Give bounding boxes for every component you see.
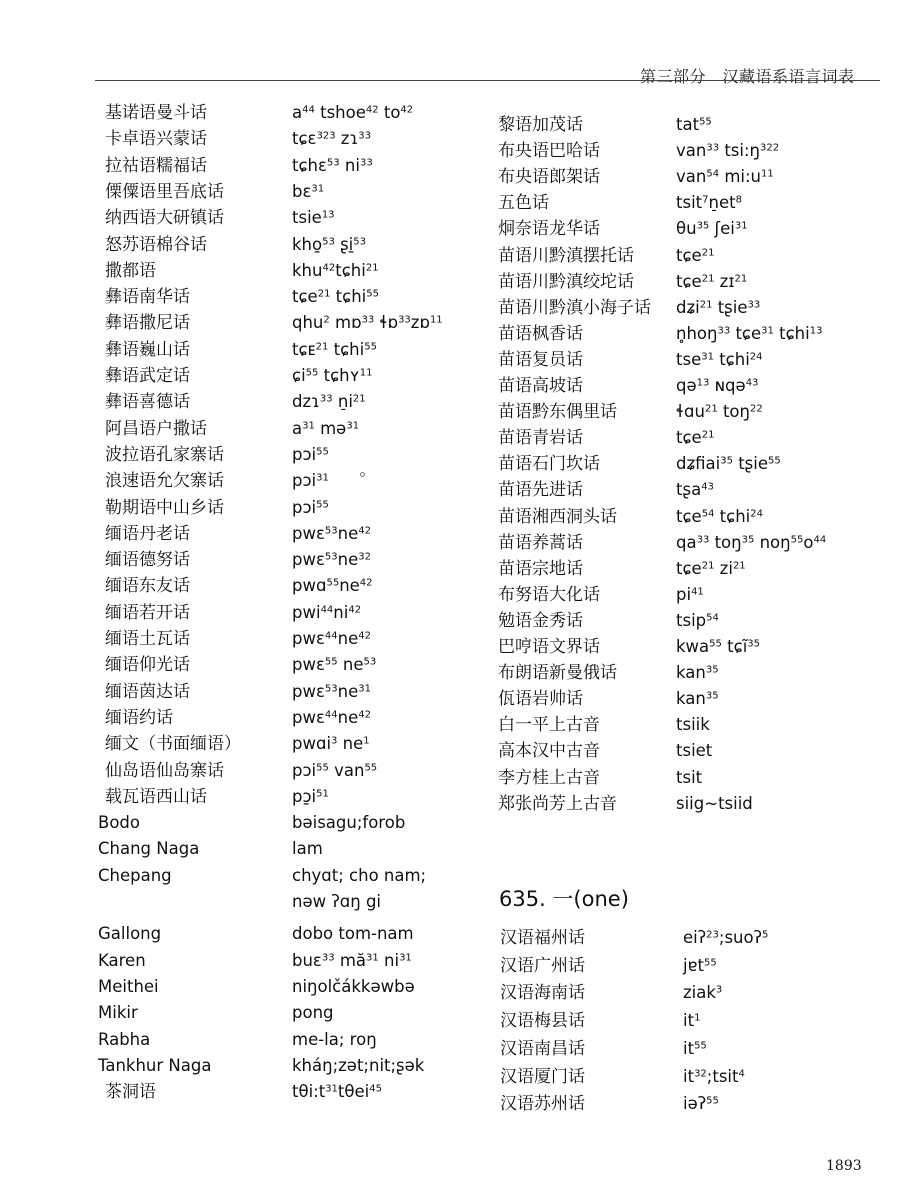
left-entry-name: Chang Naga bbox=[98, 839, 200, 859]
section-entry-name: 汉语梅县话 bbox=[500, 1011, 585, 1032]
left-entry-value: pwɑi$^3$ $ne^1$ bbox=[292, 734, 370, 754]
left-entry-value: pɔi$^{55}$ bbox=[292, 444, 329, 464]
right-entry-name: 苗语宗地话 bbox=[498, 558, 583, 579]
section-entry-name: 汉语厦门话 bbox=[500, 1066, 585, 1087]
right-entry-value: tɕe$^{21}$ bbox=[676, 428, 715, 448]
right-entry-value: tat$^{55}$ bbox=[676, 115, 712, 134]
left-entry-name: 傈僳语里吾底话 bbox=[105, 181, 224, 202]
right-entry-value: n̥hoŋ$^{33}$ tɕe$^{31}$ tɕhi$^{13}$ bbox=[676, 323, 823, 343]
right-entry-name: 苗语高坡话 bbox=[498, 376, 583, 396]
left-entry-value: niŋolčákkəwbə bbox=[292, 976, 415, 996]
right-entry-value: tse$^{31}$ tɕhi$^{24}$ bbox=[676, 349, 763, 369]
right-entry-name: 苗语先进话 bbox=[498, 480, 583, 501]
left-entry-value: bɛ$^{31}$ bbox=[292, 181, 325, 201]
right-entry-value: tsip$^{54}$ bbox=[676, 610, 719, 630]
left-entry-name: 基诺语曼斗话 bbox=[105, 103, 207, 123]
left-entry-name: 仙岛语仙岛寨话 bbox=[105, 760, 224, 781]
section-entry-name: 汉语广州话 bbox=[500, 955, 585, 976]
left-entry-value: $pwɛ^{53}ne^{42}$ bbox=[292, 523, 371, 543]
right-entry-name: 巴哼语文界话 bbox=[498, 637, 600, 657]
left-entry-value: lam bbox=[292, 839, 323, 859]
left-entry-value: qhu$^2$ mɒ$^{33}$ ɬɒ$^{33}$zɒ$^{11}$ bbox=[292, 313, 443, 333]
right-entry-name: 佤语岩帅话 bbox=[498, 689, 583, 710]
right-entry-value: tɕe$^{21}$ bbox=[676, 245, 715, 265]
section-entry-name: 汉语福州话 bbox=[500, 928, 585, 948]
right-entry-name: 郑张尚芳上古音 bbox=[498, 793, 617, 814]
right-entry-name: 黎语加茂话 bbox=[498, 115, 583, 135]
left-entry-value: tɕᴇ$^{21}$ tɕhi$^{55}$ bbox=[292, 339, 377, 359]
right-entry-name: 苗语枫香话 bbox=[498, 323, 583, 344]
left-entry-value: $pwɛ^{53}ne^{31}$ bbox=[292, 681, 371, 701]
left-entry-value: pɔi$^{55}$ bbox=[292, 497, 329, 517]
right-entry-name: 布央语巴哈话 bbox=[498, 141, 600, 162]
left-entry-name: Mikir bbox=[98, 1003, 138, 1023]
left-entry-value: $pwɑ^{55}ne^{42}$ bbox=[292, 576, 373, 596]
left-entry-value: me-la; roŋ bbox=[292, 1029, 377, 1049]
left-entry-value: $a^{31}$ mə$^{31}$ bbox=[292, 418, 360, 438]
left-entry-value: tsie$^{13}$ bbox=[292, 208, 335, 228]
left-entry-value: $t\theta i:t^{31}t\theta ei^{45}$ bbox=[292, 1082, 382, 1102]
left-entry-name: 彝语巍山话 bbox=[105, 339, 190, 360]
left-entry-value: $pwɛ^{44}ne^{42}$ bbox=[292, 707, 371, 727]
right-entry-value: tɕe$^{54}$ tɕhi$^{24}$ bbox=[676, 506, 763, 526]
left-entry-name: Chepang bbox=[98, 865, 172, 885]
left-entry-name: 波拉语孔家寨话 bbox=[105, 444, 224, 465]
right-entry-value: qə$^{13}$ ɴqə$^{43}$ bbox=[676, 376, 759, 395]
left-entry-name: 缅语土瓦话 bbox=[105, 629, 190, 649]
left-entry-name: 缅文（书面缅语） bbox=[105, 734, 241, 755]
right-entry-value: tsit bbox=[676, 767, 703, 787]
left-entry-name: Tankhur Naga bbox=[98, 1055, 212, 1075]
right-entry-name: 苗语石门坎话 bbox=[498, 454, 600, 475]
right-entry-name: 李方桂上古音 bbox=[498, 767, 600, 788]
section-entry-name: 汉语南昌话 bbox=[500, 1038, 585, 1059]
left-entry-value: chyɑt; cho nam; bbox=[292, 865, 427, 885]
left-entry-name: 撒都语 bbox=[105, 260, 156, 281]
left-entry-value: nəw ʔɑŋ gi bbox=[292, 892, 382, 911]
left-entry-name: 彝语武定话 bbox=[105, 366, 190, 386]
right-entry-value: $tsit^7n̠et^8$ bbox=[676, 193, 742, 213]
left-entry-name: 彝语撒尼话 bbox=[105, 313, 190, 334]
right-entry-name: 勉语金秀话 bbox=[498, 610, 583, 631]
left-entry-value: $pwɛ^{53}ne^{32}$ bbox=[292, 550, 371, 570]
left-entry-value: $pwi^{44}ni^{42}$ bbox=[292, 602, 362, 622]
left-entry-name: 怒苏语棉谷话 bbox=[105, 234, 207, 255]
right-entry-value: kwa$^{55}$ tɕĩ$^{35}$ bbox=[676, 637, 761, 656]
left-entry-value: dzɿ$^{33}$ $n̠i^{21}$ bbox=[292, 392, 366, 412]
right-entry-value: dʑfiai$^{35}$ tʂie$^{55}$ bbox=[676, 454, 781, 474]
right-entry-value: siig~tsiid bbox=[676, 793, 753, 813]
section-entry-value: $it^{55}$ bbox=[683, 1038, 707, 1058]
left-entry-name: 缅语茵达话 bbox=[105, 681, 190, 702]
left-entry-value: tɕe$^{21}$ tɕhi$^{55}$ bbox=[292, 287, 379, 307]
right-entry-name: 苗语青岩话 bbox=[498, 428, 583, 449]
right-entry-value: $pi^{41}$ bbox=[676, 584, 704, 604]
left-entry-name: Karen bbox=[98, 950, 146, 970]
section-entry-value: $it^1$ bbox=[683, 1011, 701, 1031]
right-entry-name: 布朗语新曼俄话 bbox=[498, 663, 617, 684]
left-entry-name: 浪速语允欠寨话 bbox=[105, 471, 224, 492]
left-entry-value: bəisagu;forob bbox=[292, 813, 406, 833]
left-entry-name: 卡卓语兴蒙话 bbox=[105, 129, 207, 150]
left-entry-value: ɕi$^{55}$ tɕhʏ$^{11}$ bbox=[292, 366, 373, 385]
left-entry-name: 茶洞语 bbox=[105, 1082, 156, 1103]
left-entry-value: pɔi$^{55}$ van$^{55}$ bbox=[292, 760, 378, 780]
section-entry-value: $it^{32};tsit^4$ bbox=[683, 1066, 745, 1086]
right-entry-value: van$^{33}$ $tsi:ŋ^{322}$ bbox=[676, 141, 780, 161]
section-entry-name: 汉语苏州话 bbox=[500, 1094, 585, 1115]
right-entry-value: kan$^{35}$ bbox=[676, 663, 719, 683]
left-entry-name: 阿昌语户撒话 bbox=[105, 418, 207, 439]
left-entry-name: 载瓦语西山话 bbox=[105, 786, 207, 807]
right-entry-value: kan$^{35}$ bbox=[676, 689, 719, 709]
left-entry-value: pwɛ$^{55}$ $ne^{53}$ bbox=[292, 655, 377, 675]
left-entry-value: buɛ$^{33}$ $mă^{31}$ $ni^{31}$ bbox=[292, 950, 412, 970]
right-entry-name: 苗语黔东偶里话 bbox=[498, 402, 617, 423]
right-entry-value: van$^{54}$ $mi:u^{11}$ bbox=[676, 167, 774, 187]
section-entry-name: 汉语海南话 bbox=[500, 983, 585, 1004]
right-entry-name: 布努语大化话 bbox=[498, 584, 600, 605]
left-entry-value: kho̱$^{53}$ ʂi̱$^{53}$ bbox=[292, 234, 367, 254]
left-entry-name: 缅语丹老话 bbox=[105, 523, 190, 544]
right-entry-name: 苗语湘西洞头话 bbox=[498, 506, 617, 527]
right-entry-value: dʑi$^{21}$ tʂie$^{33}$ bbox=[676, 297, 761, 317]
left-entry-value: kháŋ;zət;nit;ʂək bbox=[292, 1055, 425, 1075]
section-entry-value: jɐt$^{55}$ bbox=[683, 955, 717, 975]
left-entry-name: Gallong bbox=[98, 924, 162, 944]
left-entry-name: 缅语约话 bbox=[105, 707, 173, 728]
right-entry-value: $\theta u^{35}$ ʃei$^{31}$ bbox=[676, 219, 748, 239]
left-entry-value: pɔi$^{31}$ bbox=[292, 471, 329, 491]
left-entry-value: tɕhɛ$^{53}$ $ni^{33}$ bbox=[292, 155, 373, 175]
left-entry-value: tɕɛ$^{323}$ zɿ$^{33}$ bbox=[292, 129, 371, 149]
left-entry-value: $a^{44}$ tshoe$^{42}$ $to^{42}$ bbox=[292, 103, 414, 122]
section-entry-value: iəʔ$^{55}$ bbox=[683, 1094, 719, 1114]
right-entry-name: 高本汉中古音 bbox=[498, 741, 600, 762]
left-entry-value: dobo tom-nam bbox=[292, 924, 414, 944]
right-entry-name: 炯奈语龙华话 bbox=[498, 219, 600, 240]
left-entry-name: 缅语东友话 bbox=[105, 576, 190, 597]
section-title: 635. 一(one) bbox=[499, 887, 629, 911]
right-entry-value: tsiet bbox=[676, 741, 713, 761]
section-entry-value: ziak$^3$ bbox=[683, 983, 723, 1003]
page-number: 1893 bbox=[826, 1158, 862, 1174]
left-entry-name: 缅语仰光话 bbox=[105, 655, 190, 676]
left-entry-value: khu$^{42}$tɕhi$^{21}$ bbox=[292, 260, 379, 280]
right-entry-name: 苗语川黔滇绞坨话 bbox=[498, 271, 634, 292]
left-entry-name: Meithei bbox=[98, 976, 159, 996]
left-entry-name: 缅语德努话 bbox=[105, 550, 190, 571]
right-entry-name: 苗语川黔滇小海子话 bbox=[498, 297, 651, 318]
left-entry-name: Rabha bbox=[98, 1029, 151, 1049]
left-entry-name: Bodo bbox=[98, 813, 140, 833]
right-entry-name: 苗语复员话 bbox=[498, 349, 583, 370]
right-entry-value: tɕe$^{21}$ $zi^{21}$ bbox=[676, 558, 746, 578]
right-entry-name: 苗语川黔滇摆托话 bbox=[498, 245, 634, 266]
left-entry-name: 缅语若开话 bbox=[105, 602, 190, 623]
running-header: 第三部分 汉藏语系语言词表 bbox=[640, 67, 855, 86]
right-entry-value: ɬɑu$^{21}$ toŋ$^{22}$ bbox=[676, 402, 763, 422]
right-entry-value: tʂa$^{43}$ bbox=[676, 480, 714, 500]
left-entry-name: 勒期语中山乡话 bbox=[105, 497, 224, 518]
left-entry-name: 纳西语大研镇话 bbox=[105, 208, 224, 229]
right-entry-value: tɕe$^{21}$ zɪ$^{21}$ bbox=[676, 271, 748, 291]
left-entry-value: $pwɛ^{44}ne^{42}$ bbox=[292, 629, 371, 648]
left-entry-name: 彝语喜德话 bbox=[105, 392, 190, 413]
right-entry-value: tsiik bbox=[676, 715, 710, 735]
right-entry-name: 苗语养蒿话 bbox=[498, 532, 583, 553]
scan-speck bbox=[360, 472, 365, 477]
section-entry-value: eiʔ$^{23}$;suoʔ$^5$ bbox=[683, 928, 769, 947]
left-entry-value: $pɔ̱i^{51}$ bbox=[292, 786, 329, 806]
left-entry-value: pong bbox=[292, 1003, 334, 1023]
right-entry-name: 五色话 bbox=[498, 193, 549, 214]
header-rule bbox=[95, 80, 880, 81]
right-entry-name: 白一平上古音 bbox=[498, 715, 600, 736]
left-entry-name: 拉祜语糯福话 bbox=[105, 155, 207, 176]
right-entry-value: $qa^{33}$ toŋ$^{35}$ $noŋ^{55}o^{44}$ bbox=[676, 532, 827, 552]
right-entry-name: 布央语郎架话 bbox=[498, 167, 600, 188]
left-entry-name: 彝语南华话 bbox=[105, 287, 190, 308]
